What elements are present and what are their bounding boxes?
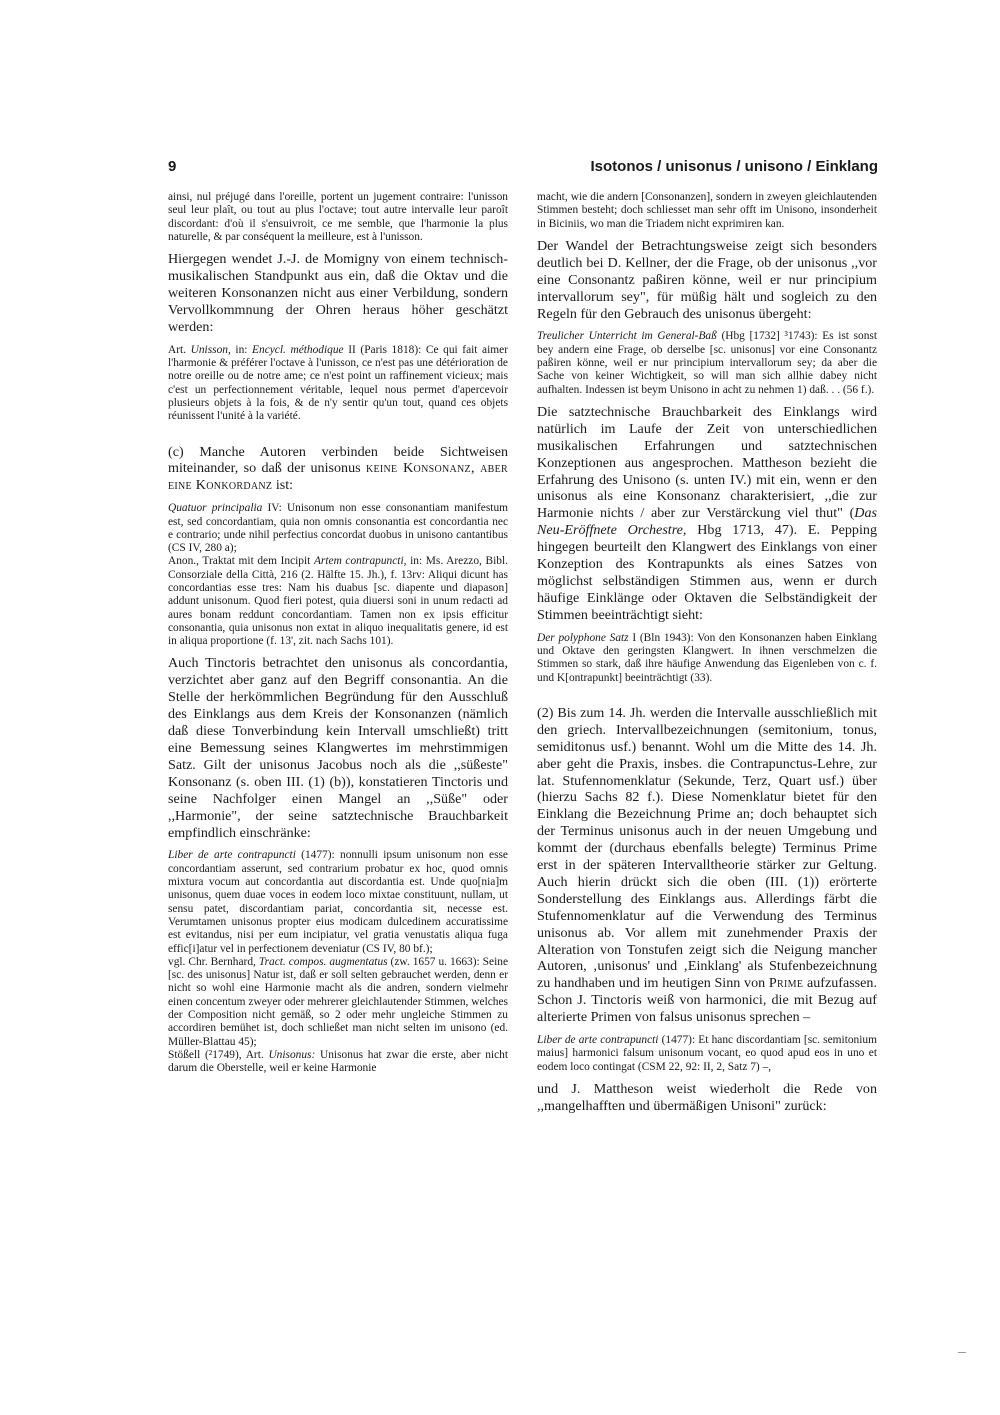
running-header bbox=[168, 158, 878, 180]
quote-anon-traktat: Anon., Traktat mit dem Incipit Artem contrapuncti, in: Ms. Arezzo, Bibl. Consorziale della Città, 216 (2. Hälfte 15. Jh.), f. 13rv: Aliqui dicunt has concordantias esse tres: Nam his duabus [sc. diapente und diapason] addunt unisonum. Quod fieri potest, quia diuersi soni in unum redacti ad aures bonam reddunt concordantiam. Tamen non ex ipsis efficitur consonantia, quia unisonus non extat in aliquo inequalitatis genere, id est in aliqua proportione (f. 13', zit. nach Sachs 101). bbox=[168, 555, 508, 648]
quote-encyclopedie: Art. Unisson, in: Encycl. méthodique II (Paris 1818): Ce qui fait aimer l'harmonie & préférer l'octave à l'unisson, ce n'est pas une détérioration de notre oreille ou de notre ame; ce n'est point un raffinement vicieux; mais c'est un perfectionnement véritable, lequel nous permet d'apercevoir plusieurs objets à la fois, & de n'y sentir qu'un tout, quand ces objets réunissent l'unité à la variété. bbox=[168, 343, 508, 423]
quote-polyphone-satz: Der polyphone Satz I (Bln 1943): Von den Konsonanzen haben Einklang und Oktave den geringsten Klangwert. In ihnen verschmelzen die Stimmen so stark, daß ihre häufige Anwendung das Eigenleben von c. f. und K[ontrapunkt] beeinträchtigt (33). bbox=[537, 631, 877, 684]
right-column bbox=[537, 191, 877, 1123]
paragraph-momigny: Hiergegen wendet J.-J. de Momigny von einem technisch-musikalischen Standpunkt aus ein, daß die Oktav und die weiteren Konsonanzen nicht aus einer Verbildung, sondern Vervollkommnung der Ohren heraus höher geschätzt werden: bbox=[168, 251, 508, 335]
paragraph-2: (2) Bis zum 14. Jh. werden die Intervalle ausschließlich mit den griech. Intervallbezeichnungen (semitonium, tonus, semiditonus usf.) benannt. Wohl um die Mitte des 14. Jh. aber geht die Praxis, insbes. die Contrapunctus-Lehre, zur lat. Stufennomenklatur (Sekunde, Terz, Quart usf.) über (hierzu Sachs 82 f.). Diese Nomenklatur bietet für den Einklang die Bezeichnung Prime an; doch behauptet sich der Terminus unisonus auch in der neuen Umgebung und kommt der (durchaus ebenfalls belegte) Terminus Prime erst in der späteren Intervalltheorie stärker zur Geltung. Auch hierin drückt sich die oben (III. (1)) erörterte Sonderstellung des Einklangs aus. Allerdings färbt die Stufennomenklatur auf die Verwendung des Terminus unisonus ab. Vor allem mit zunehmender Praxis der Alteration von Tonstufen zeigt sich die Neigung mancher Autoren, ‚unisonus' und ‚Einklang' als Stufenbezeichnung zu handhaben und im heutigen Sinn von Prime aufzufassen. Schon J. Tinctoris weiß von harmonici, die mit Bezug auf alterierte Primen von falsus unisonus sprechen – bbox=[537, 704, 877, 1026]
paragraph-satztechnische: Die satztechnische Brauchbarkeit des Einklangs wird natürlich im Laufe der Zeit von unterschiedlichen musikalischen Erfahrungen und satztechnischen Konzeptionen aus angesprochen. Mattheson bezieht die Erfahrung des Unisono (s. unten IV.) mit ein, wenn er den unisonus als eine Konsonanz charakterisiert, ,,die zur Harmonie nichts / aber zur Verstärckung viel thut" (Das Neu-Eröffnete Orchestre, Hbg 1713, 47). E. Pepping hingegen beurteilt den Klangwert des Einklangs von einer Konzeption des Kontrapunkts als eines Satzes von möglichst selbständigen Stimmen aus, wenn er durch häufige Einklänge oder Oktaven die Selbständigkeit der Stimmen beeinträchtigt sieht: bbox=[537, 403, 877, 623]
quote-liber-de-arte: Liber de arte contrapuncti (1477): nonnulli ipsum unisonum non esse concordantiam asserunt, sed contrarium probatur ex hoc, quod omnis mixtura vocum aut concordantia aut discordantia est. Unde quo[nia]m unisonus, quem duae voces in eodem loco mixtae constituunt, nullam, ut sensu patet, discordantiam pariat, concordantia sit, necesse est. Verumtamen unisonus propter eius modicam dulcedinem accuratissime est evitandus, nisi per eum incipiatur, vel gratia venustatis aliqua fuga effic[i]atur vel in perfectionem deveniatur (CS IV, 80 bf.); bbox=[168, 849, 508, 955]
scan-mark bbox=[958, 1352, 966, 1353]
paragraph-tinctoris: Auch Tinctoris betrachtet den unisonus als concordantia, verzichtet aber ganz auf den Begriff consonantia. An die Stelle der herkömmlichen Begründung für den Ausschluß des Einklangs aus dem Kreis der Konsonanzen (nämlich daß diese Tonverbindung kein Intervall umschließt) tritt eine Bemessung seines Klangwertes im mehrstimmigen Satz. Gilt der unisonus Jacobus noch als die ,,süßeste" Konsonanz (s. oben III. (1) (b)), konstatieren Tinctoris und seine Nachfolger einen Mangel an ,,Süße" oder ,,Harmonie", der seine satztechnische Brauchbarkeit empfindlich einschränke: bbox=[168, 655, 508, 841]
quote-liber-de-arte-2: Liber de arte contrapuncti (1477): Et hanc discordantiam [sc. semitonium maius] harmonici falsum unisonum vocant, eo quod apud eos in uno et eodem loco contingat (CSM 22, 92: II, 2, Satz 7) –, bbox=[537, 1034, 877, 1073]
left-column bbox=[168, 191, 508, 1083]
quote-stossel: Stößell (²1749), Art. Unisonus: Unisonus hat zwar die erste, aber nicht darum die Oberstelle, weil er keine Harmonie bbox=[168, 1048, 508, 1075]
running-title: Isotonos / unisonus / unisono / Einklang bbox=[590, 158, 878, 175]
paragraph-wandel: Der Wandel der Betrachtungsweise zeigt sich besonders deutlich bei D. Kellner, der die Frage, ob der unisonus ,,vor eine Consonantz paßiren könne, weil er nur principium intervallorum sey", für müßig hält und sogleich zu den Regeln für den Gebrauch des unisonus übergeht: bbox=[537, 237, 877, 322]
quote-ainsi: ainsi, nul préjugé dans l'oreille, portent un jugement contraire: l'unisson seul leur plaît, ou tout au plus l'octave; tout autre intervalle leur paroît discordant: d'où il s'ensuivroit, ce me semble, que l'harmonie la plus naturelle, & par conséquent la meilleure, est à l'unisson. bbox=[168, 191, 508, 243]
paragraph-mattheson: und J. Mattheson weist wiederholt die Rede von ,,mangelhafften und übermäßigen Unisoni" zurück: bbox=[537, 1080, 877, 1114]
page-number: 9 bbox=[168, 158, 177, 175]
quote-quatuor-principalia: Quatuor principalia IV: Unisonum non esse consonantiam manifestum est, sed concordantiam, quia non omnis consonantia est concordantia nec e contrario; unde nihil perfectius concordat duobus in unisono cantantibus (CS IV, 280 a); bbox=[168, 502, 509, 555]
quote-bernhard: vgl. Chr. Bernhard, Tract. compos. augmentatus (zw. 1657 u. 1663): Seine [sc. des unisonus] Natur ist, daß er soll selten gebrauchet werden, denn er nicht so wohl eine Harmonie macht als die andren, sondern vielmehr einen concentum zweyer oder mehrerer gleichlautender Stimmen, welches der Composition nicht gemäß, so 2 oder mehr ungleiche Stimmen zu accordiren bemühet ist, doch schließet man nicht selten im unisono (ed. Müller-Blattau 45); bbox=[168, 955, 508, 1048]
paragraph-c: (c) Manche Autoren verbinden beide Sichtweisen miteinander, so daß der unisonus keine Konsonanz, aber eine Konkordanz ist: bbox=[168, 443, 508, 494]
quote-treulicher-unterricht: Treulicher Unterricht im General-Baß (Hbg [1732] ³1743): Es ist sonst bey andern eine Frage, ob derselbe [sc. unisonus] vor eine Consonantz paßiren könne, weil er nur principium intervallorum sey; da aber die Sache von keiner Wichtigkeit, so will man sich allhie dabey nicht aufhalten. Indessen ist beym Unisono in acht zu nehmen 1) daß. . . (56 f.). bbox=[537, 330, 878, 396]
quote-macht: macht, wie die andern [Consonanzen], sondern in zweyen gleichlautenden Stimmen besteht; doch schliesset man sehr offt im Unisono, insonderheit in Biciniis, wo man die Triadem nicht exprimiren kan. bbox=[537, 191, 877, 230]
